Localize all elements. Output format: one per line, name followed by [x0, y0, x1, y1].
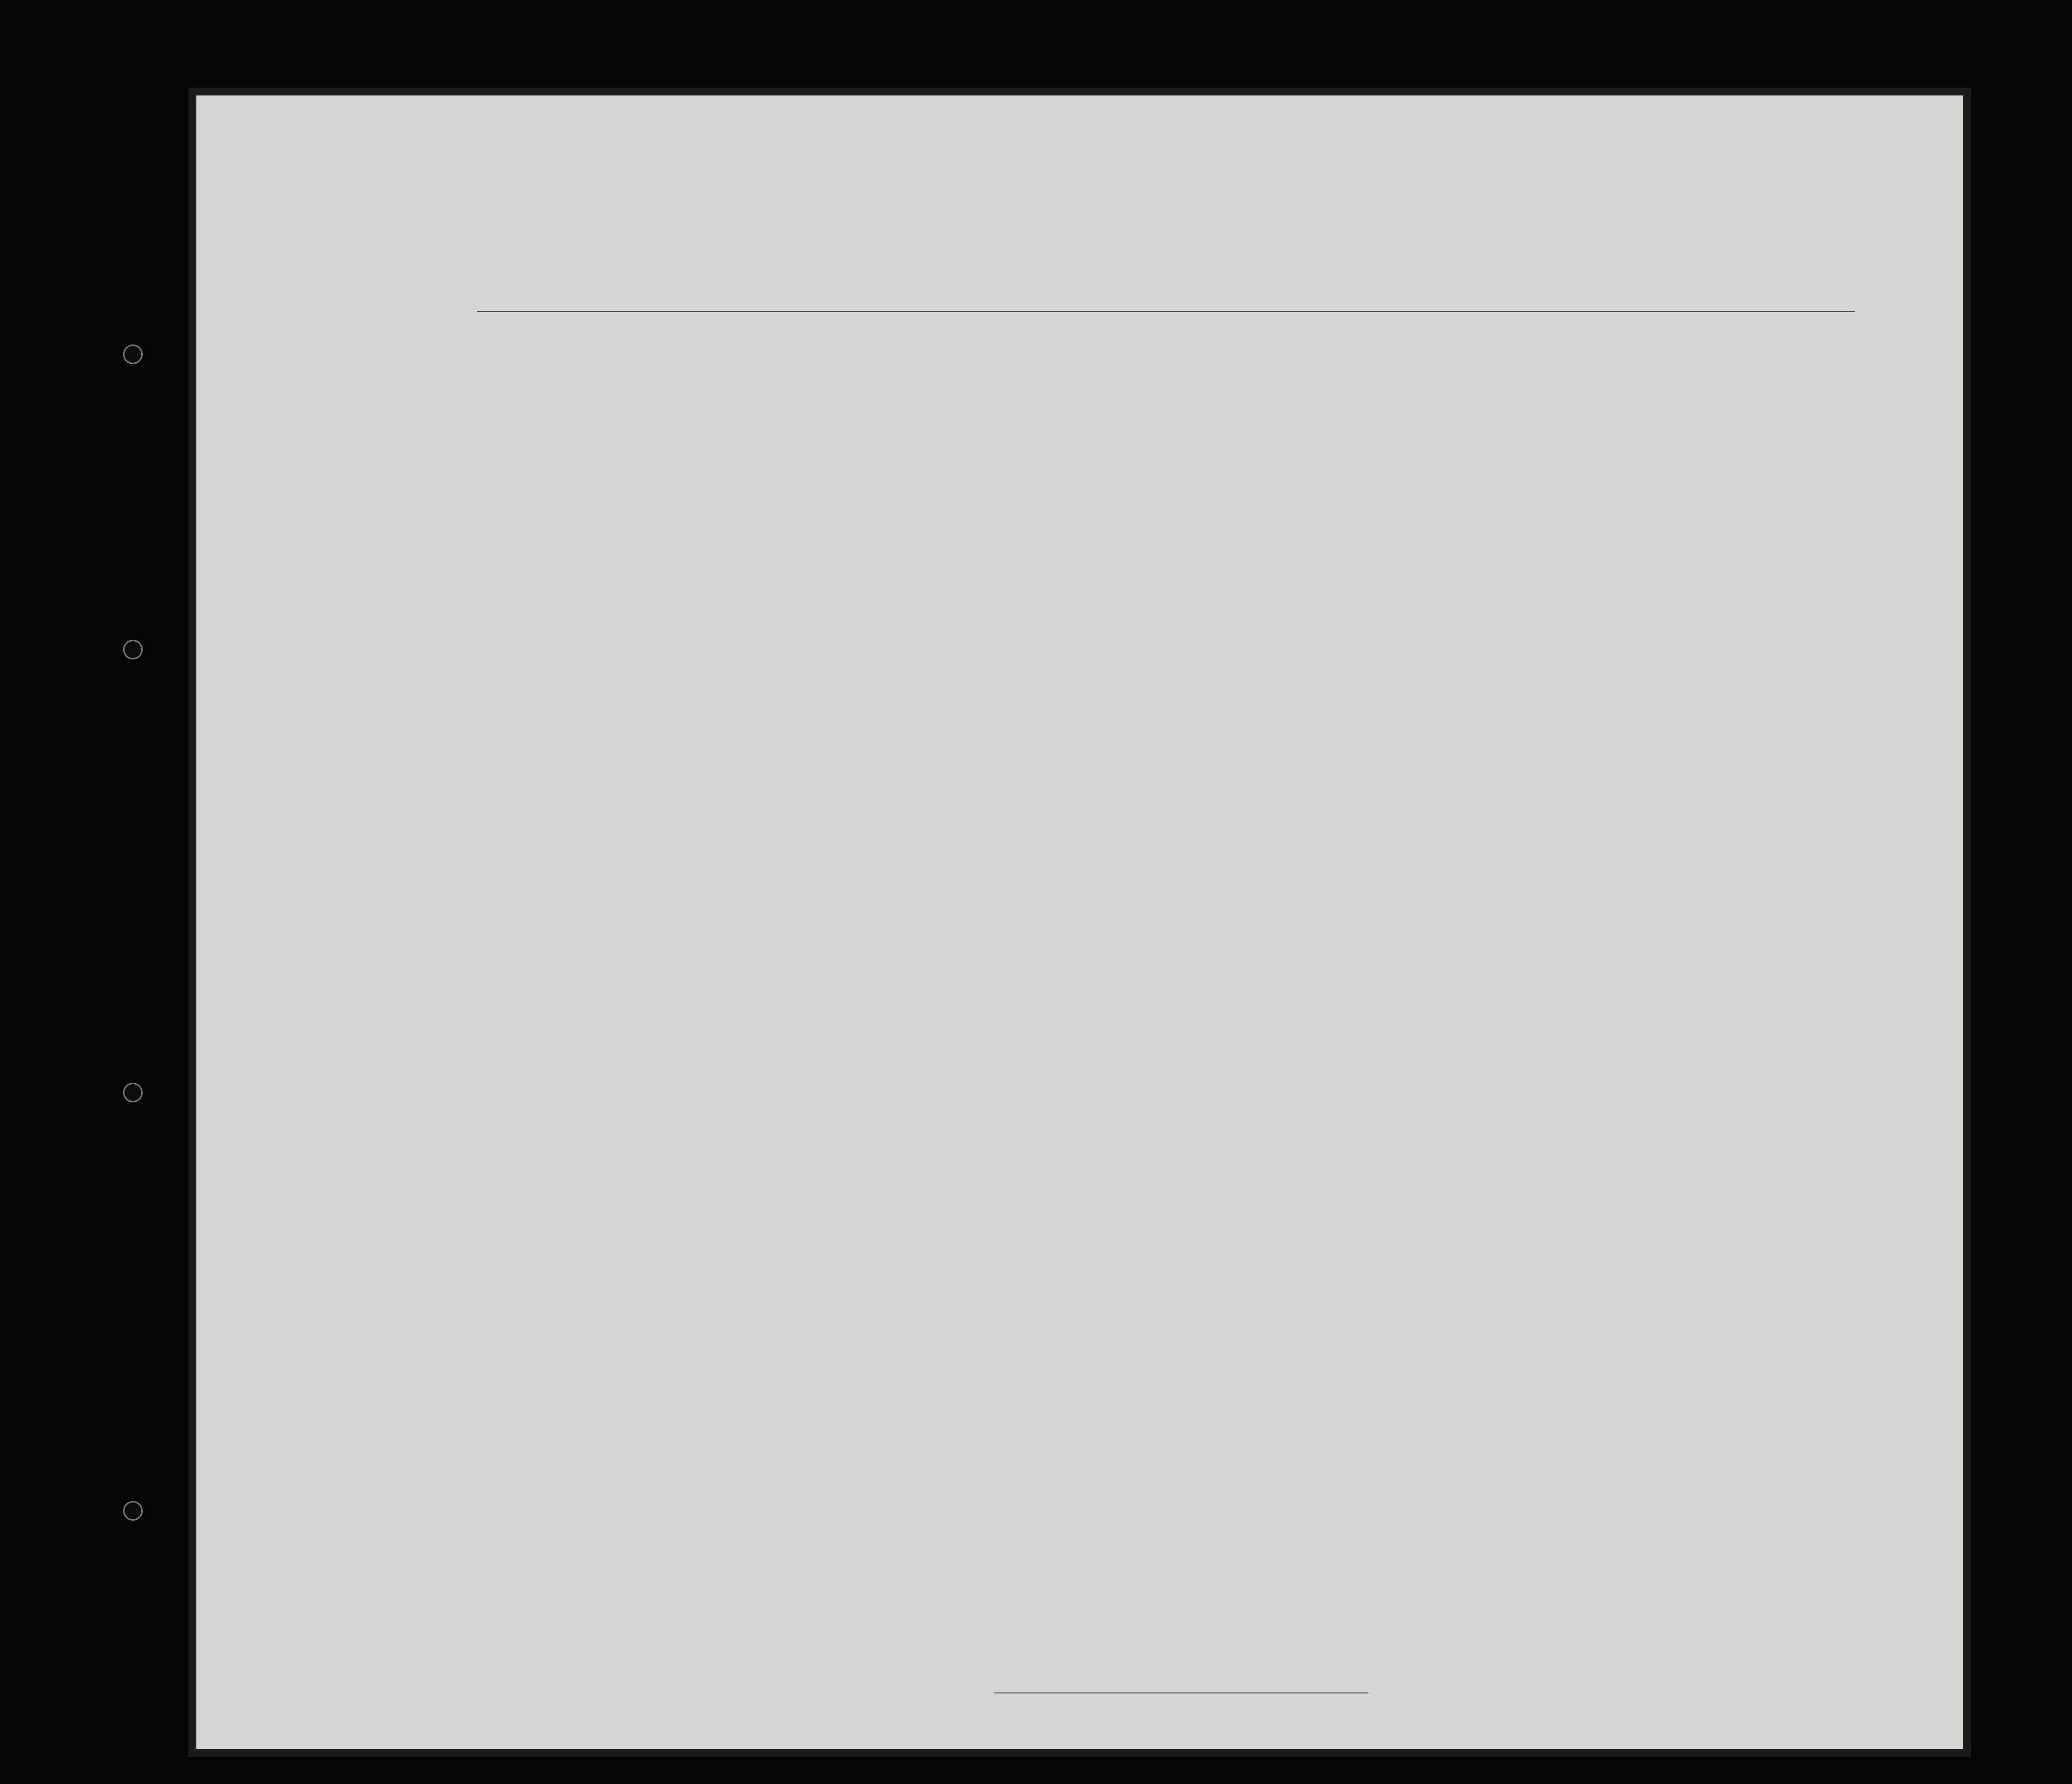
manifest-sheet — [194, 94, 1965, 1751]
binder-hole — [123, 344, 143, 364]
crew-table — [196, 327, 1963, 1700]
binder-hole — [123, 1083, 143, 1102]
binder-hole — [123, 640, 143, 659]
signature-line — [994, 1692, 1368, 1693]
vessel-underline — [477, 311, 1855, 312]
binder-hole — [123, 1501, 143, 1521]
